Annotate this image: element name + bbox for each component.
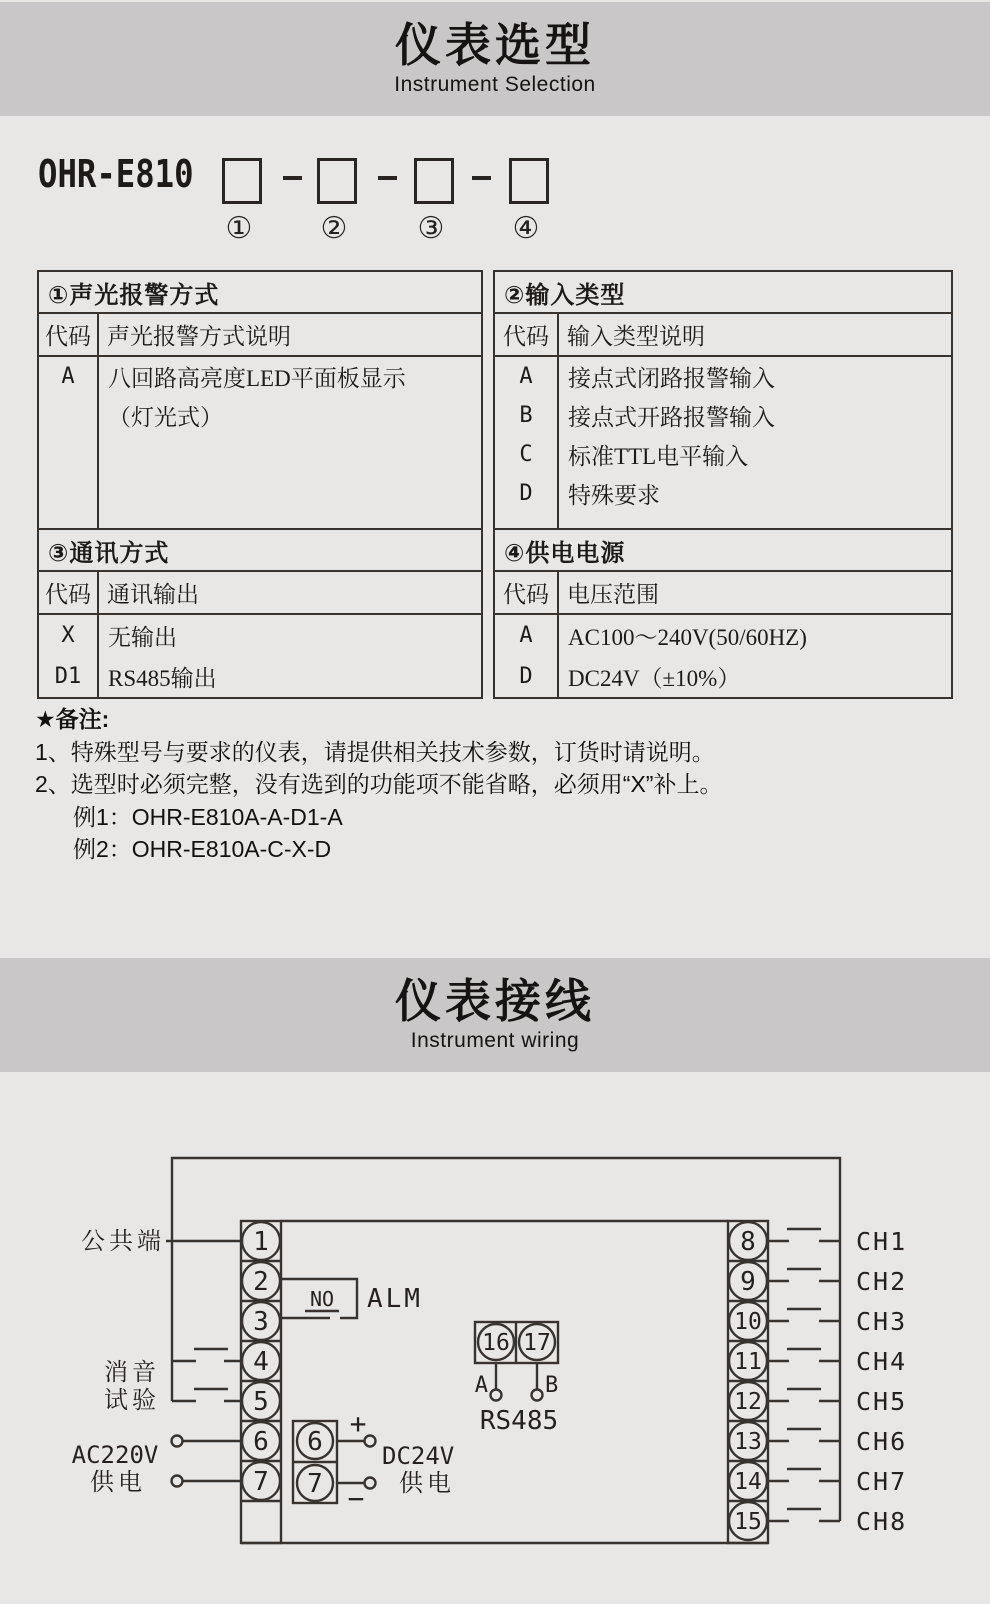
- wiring-title: 仪表接线: [395, 975, 595, 1028]
- position-marker-2: ②: [320, 211, 348, 246]
- code-cell: [38, 356, 98, 529]
- rs485-a-label: A: [474, 1373, 488, 1398]
- terminal-14: 14: [734, 1469, 762, 1495]
- terminal-15: 15: [734, 1509, 762, 1535]
- desc-cell: [98, 614, 482, 698]
- ch3-label: CH3: [856, 1307, 908, 1336]
- dc-terminal-7: 7: [307, 1469, 323, 1499]
- dc-plus-label: +: [349, 1407, 367, 1440]
- ch5-switch: [768, 1389, 840, 1401]
- mute-label: 消音: [104, 1360, 160, 1386]
- terminal-4: 4: [253, 1347, 269, 1377]
- desc-line: 标准TTL电平输入: [568, 444, 749, 469]
- terminal-11: 11: [734, 1349, 762, 1375]
- note-example-2: 例2：OHR-E810A-C-X-D: [73, 836, 332, 862]
- terminal-7: 7: [253, 1467, 269, 1497]
- section1-header: ①声光报警方式: [38, 271, 482, 313]
- dc-minus-label: −: [347, 1482, 365, 1515]
- terminal-10: 10: [734, 1309, 762, 1335]
- code-D: D: [519, 664, 533, 689]
- ch4-switch: [768, 1349, 840, 1361]
- ch1-switch: [768, 1229, 840, 1241]
- position-marker-4: ④: [512, 211, 540, 246]
- selection-subtitle: Instrument Selection: [394, 72, 596, 96]
- terminal-9: 9: [740, 1267, 756, 1297]
- notes-title: ★备注:: [35, 706, 110, 732]
- desc-line: DC24V（±10%）: [568, 666, 741, 691]
- note-item-1: 1、特殊型号与要求的仪表，请提供相关技术参数，订货时请说明。: [35, 739, 715, 765]
- model-box-1: [222, 158, 262, 204]
- rs485-label: RS485: [479, 1406, 559, 1436]
- comm-terminal-16: 16: [482, 1330, 510, 1356]
- selection-title: 仪表选型: [395, 19, 595, 72]
- ac-power-label-2: 供电: [90, 1470, 146, 1496]
- model-dash-2: [378, 176, 397, 180]
- column-header-desc: 电压范围: [558, 571, 952, 614]
- terminal-6: 6: [253, 1427, 269, 1457]
- wiring-subtitle: Instrument wiring: [410, 1028, 580, 1052]
- desc-line: 八回路高亮度LED平面板显示: [108, 366, 406, 391]
- ch2-label: CH2: [856, 1267, 908, 1296]
- code-A: A: [519, 623, 533, 648]
- ch8-switch: [768, 1509, 840, 1521]
- ch3-switch: [768, 1309, 840, 1321]
- code-D1: D1: [54, 664, 82, 689]
- dc-power-label-2: 供电: [399, 1471, 455, 1497]
- model-box-3: [414, 158, 454, 204]
- note-item-2: 2、选型时必须完整，没有选到的功能项不能省略，必须用“X”补上。: [35, 771, 723, 797]
- ch6-label: CH6: [856, 1427, 908, 1456]
- column-header-desc: 声光报警方式说明: [98, 313, 482, 356]
- column-header-code: 代码: [494, 571, 558, 614]
- model-box-2: [317, 158, 357, 204]
- code-B: B: [519, 403, 533, 428]
- model-prefix: OHR-E810: [38, 152, 194, 196]
- ch7-switch: [768, 1469, 840, 1481]
- ac-power-wires: [183, 1441, 241, 1481]
- desc-cell: [558, 614, 952, 698]
- mute-switch: [172, 1349, 241, 1361]
- terminal-12: 12: [734, 1389, 762, 1415]
- terminal-8: 8: [740, 1227, 756, 1257]
- desc-cell: [558, 356, 952, 529]
- wiring-diagram: [0, 1044, 990, 1604]
- column-header-desc: 输入类型说明: [558, 313, 952, 356]
- column-header-desc: 通讯输出: [98, 571, 482, 614]
- alarm-label: ALM: [367, 1284, 423, 1314]
- terminal-2: 2: [253, 1267, 269, 1297]
- column-header-code: 代码: [38, 571, 98, 614]
- ch6-switch: [768, 1429, 840, 1441]
- section2-header: ②输入类型: [494, 271, 952, 313]
- section3-header: ③通讯方式: [38, 529, 482, 571]
- column-header-code: 代码: [494, 313, 558, 356]
- desc-line: AC100～240V(50/60HZ): [568, 625, 807, 650]
- ac-power-label: AC220V: [71, 1441, 159, 1469]
- common-terminal-label: 公共端: [81, 1229, 165, 1255]
- column-header-code: 代码: [38, 313, 98, 356]
- left-terminal-numbers: [253, 1227, 269, 1497]
- model-box-4: [509, 158, 549, 204]
- dc-power-wires: [337, 1441, 364, 1483]
- desc-line: 接点式开路报警输入: [568, 405, 775, 430]
- note-example-1: 例1：OHR-E810A-A-D1-A: [73, 804, 343, 830]
- code-cell: [38, 614, 98, 698]
- terminal-1: 1: [253, 1227, 269, 1257]
- selection-header-band: [0, 2, 990, 116]
- terminal-3: 3: [253, 1307, 269, 1337]
- dc-power-label: DC24V: [382, 1442, 455, 1470]
- ch2-switch: [768, 1269, 840, 1281]
- section4-header: ④供电电源: [494, 529, 952, 571]
- terminal-13: 13: [734, 1429, 762, 1455]
- ch4-label: CH4: [856, 1347, 908, 1376]
- ch8-label: CH8: [856, 1507, 908, 1536]
- ch7-label: CH7: [856, 1467, 908, 1496]
- no-contact-label: NO: [309, 1287, 335, 1311]
- selection-table-left: [37, 270, 483, 699]
- desc-line: （灯光式）: [108, 405, 223, 430]
- code-D: D: [519, 481, 533, 506]
- position-marker-3: ③: [417, 211, 445, 246]
- desc-line: RS485输出: [108, 666, 217, 691]
- code-cell: [494, 356, 558, 529]
- code-X: X: [61, 623, 75, 648]
- rs485-wires: [496, 1363, 537, 1389]
- code-A: A: [61, 364, 75, 389]
- channel-labels: [856, 1227, 907, 1536]
- desc-line: 特殊要求: [568, 483, 660, 508]
- position-marker-1: ①: [225, 211, 253, 246]
- desc-line: 接点式闭路报警输入: [568, 366, 775, 391]
- code-cell: [494, 614, 558, 698]
- ch5-label: CH5: [856, 1387, 908, 1416]
- model-dash-1: [283, 176, 302, 180]
- desc-line: 无输出: [108, 625, 177, 650]
- selection-table-right: [493, 270, 953, 699]
- model-dash-3: [472, 176, 491, 180]
- desc-cell: [98, 356, 482, 529]
- comm-terminal-17: 17: [523, 1330, 551, 1356]
- code-C: C: [519, 442, 533, 467]
- terminal-5: 5: [253, 1387, 269, 1417]
- code-A: A: [519, 364, 533, 389]
- ch1-label: CH1: [856, 1227, 908, 1256]
- test-label: 试验: [104, 1388, 160, 1414]
- rs485-b-label: B: [545, 1373, 559, 1398]
- dc-terminal-6: 6: [307, 1427, 323, 1457]
- test-switch: [172, 1389, 241, 1401]
